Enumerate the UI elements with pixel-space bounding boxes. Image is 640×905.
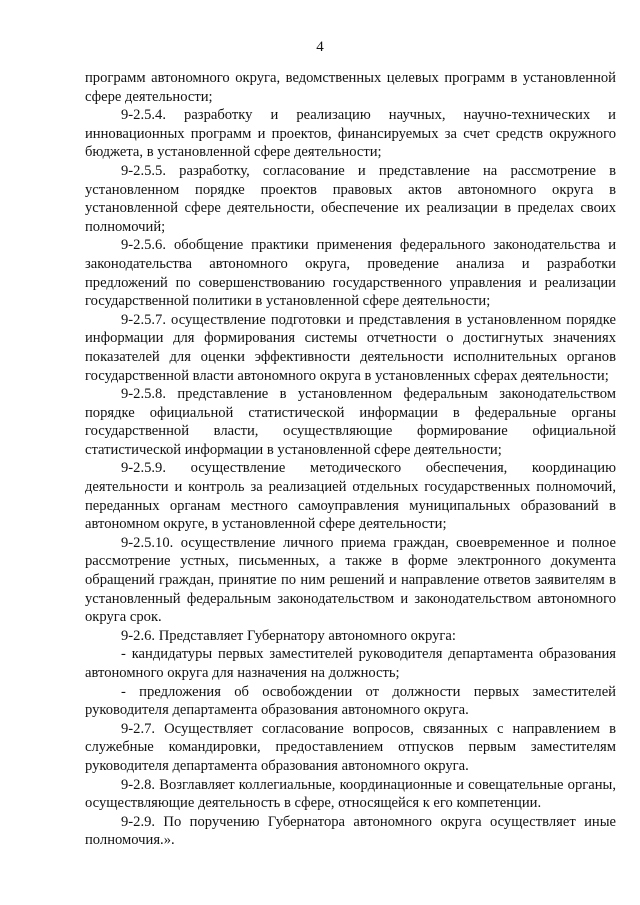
paragraph-9-2-9: 9-2.9. По поручению Губернатора автономного округа осуществляет иные полномочия.».	[85, 813, 616, 849]
page-number: 4	[316, 39, 324, 55]
list-item-candidates: - кандидатуры первых заместителей руководителя департамента образования автономного округа для назначения на должность;	[85, 646, 616, 681]
paragraph-9-2-6: 9-2.6. Представляет Губернатору автономного округа:	[121, 627, 456, 644]
paragraph-9-2-5-5: 9-2.5.5. разработку, согласование и представление на рассмотрение в установленном порядке проектов правовых актов автономного округа в установленной сфере деятельности, обеспечение их реализации в пределах своих полномочий;	[85, 162, 616, 235]
paragraph-9-2-7: 9-2.7. Осуществляет согласование вопросов, связанных с направлением в служебные командировки, предоставлением отпусков первым заместителям руководителя департамента образования автономного округа.	[85, 720, 616, 774]
list-item-dismissal: - предложения об освобождении от должности первых заместителей руководителя департамента образования автономного округа.	[85, 683, 616, 719]
paragraph-9-2-5-7: 9-2.5.7. осуществление подготовки и представления в установленном порядке информации для формирования системы отчетности о достигнутых значениях показателей для оценки эффективности деятельности исполнительных органов государственной власти автономного округа в установленных сферах деятельности;	[85, 311, 616, 384]
paragraph-9-2-5-9: 9-2.5.9. осуществление методического обеспечения, координацию деятельности и контроль за реализацией отдельных государственных полномочий, переданных органам местного самоуправления муниципальных образований в автономном округе, в установленной сфере деятельности;	[85, 460, 616, 533]
paragraph-continuation: программ автономного округа, ведомственных целевых программ в установленной сфере деятельности;	[85, 70, 616, 105]
paragraph-9-2-8: 9-2.8. Возглавляет коллегиальные, координационные и совещательные органы, осуществляющие деятельность в сфере, относящейся к его компетенции.	[85, 776, 616, 812]
paragraph-9-2-5-10: 9-2.5.10. осуществление личного приема граждан, своевременное и полное рассмотрение устных, письменных, а также в форме электронного документа обращений граждан, принятие по ним решений и направление ответов заявителям в установленный федеральным законодательством и законодательством автономного округа срок.	[85, 534, 616, 626]
paragraph-9-2-5-8: 9-2.5.8. представление в установленном федеральным законодательством порядке официальной статистической информации в федеральные органы государственной власти, осуществляющие формирование официальной статистической информации в установленной сфере деятельности;	[85, 386, 616, 458]
document-body	[85, 69, 616, 850]
paragraph-9-2-5-4: 9-2.5.4. разработку и реализацию научных, научно-технических и инновационных программ и проектов, финансируемых за счет средств окружного бюджета, в установленной сфере деятельности;	[85, 107, 616, 161]
paragraph-9-2-5-6: 9-2.5.6. обобщение практики применения федерального законодательства и законодательства автономного округа, проведение анализа и разработки предложений по совершенствованию государственного управления и реализации государственной политики в установленной сфере деятельности;	[85, 237, 616, 310]
